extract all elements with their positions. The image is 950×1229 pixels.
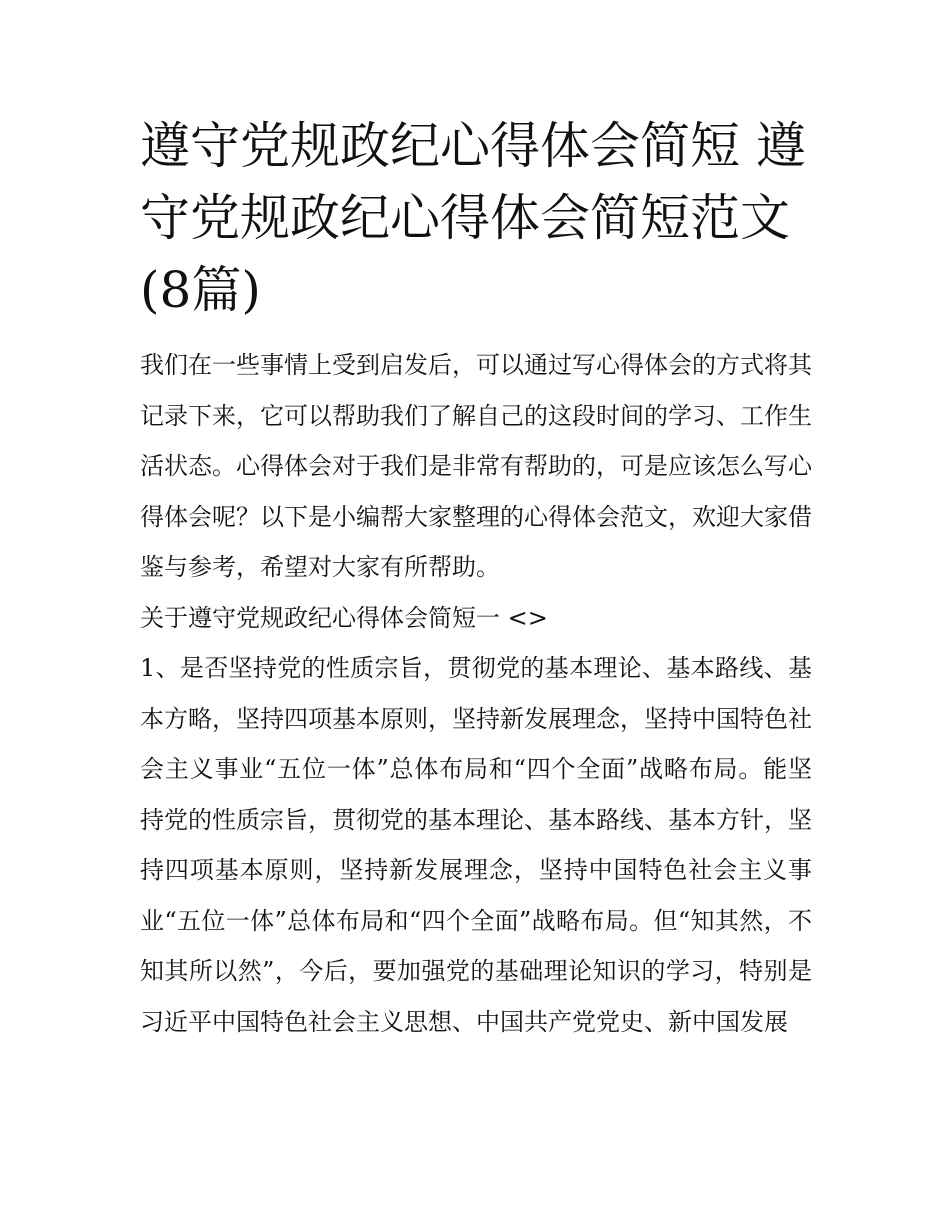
document-body	[140, 110, 812, 1047]
intro-paragraph: 我们在一些事情上受到启发后，可以通过写心得体会的方式将其记录下来，它可以帮助我们了解自己的这段时间的学习、工作生活状态。心得体会对于我们是非常有帮助的，可是应该怎么写心得体会呢？以下是小编帮大家整理的心得体会范文，欢迎大家借鉴与参考，希望对大家有所帮助。	[140, 351, 812, 581]
section-heading: 关于遵守党规政纪心得体会简短一 <>	[140, 603, 548, 632]
body-paragraph: 1、是否坚持党的性质宗旨，贯彻党的基本理论、基本路线、基本方略，坚持四项基本原则，坚持新发展理念，坚持中国特色社会主义事业“五位一体”总体布局和“四个全面”战略布局。能坚持党的性质宗旨，贯彻党的基本理论、基本路线、基本方针，坚持四项基本原则，坚持新发展理念，坚持中国特色社会主义事业“五位一体”总体布局和“四个全面”战略布局。但“知其然，不知其所以然”，今后，要加强党的基础理论知识的学习，特别是习近平中国特色社会主义思想、中国共产党党史、新中国发展	[140, 654, 812, 1036]
document-title: 遵守党规政纪心得体会简短 遵守党规政纪心得体会简短范文(8篇)	[140, 117, 806, 319]
